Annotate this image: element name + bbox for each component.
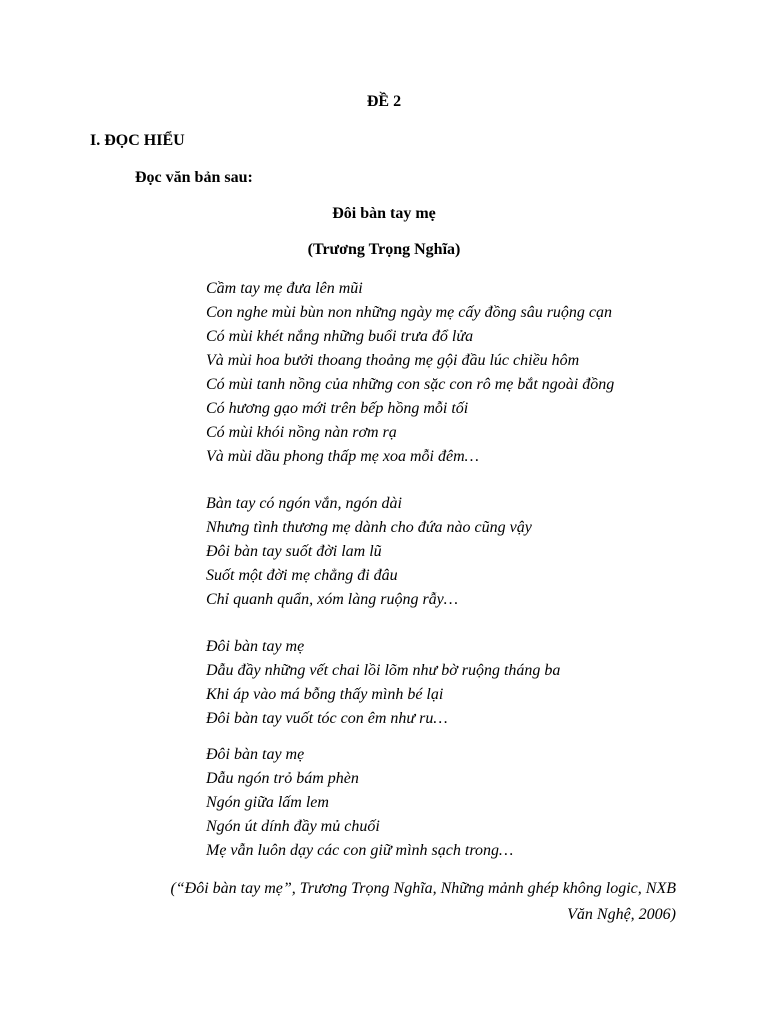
poem-line: Đôi bàn tay vuốt tóc con êm như ru… xyxy=(206,710,448,727)
reading-instruction: Đọc văn bản sau: xyxy=(135,169,253,186)
citation-line: Văn Nghệ, 2006) xyxy=(567,906,676,923)
poem-line: Và mùi hoa bưởi thoang thoảng mẹ gội đầu lúc chiều hôm xyxy=(206,352,580,369)
poem-stanza-4 xyxy=(206,743,513,863)
poem-line: Mẹ vẫn luôn dạy các con giữ mình sạch trong… xyxy=(206,842,514,859)
poem-line: Dẫu ngón trỏ bám phèn xyxy=(206,770,359,787)
section-heading: I. ĐỌC HIỂU xyxy=(90,132,185,149)
poem-line: Có mùi tanh nồng của những con sặc con rô mẹ bắt ngoài đồng xyxy=(206,376,615,393)
citation-line: (“Đôi bàn tay mẹ”, Trương Trọng Nghĩa, Những mảnh ghép không logic, NXB xyxy=(170,880,676,897)
exam-title: ĐỀ 2 xyxy=(366,93,402,110)
poem-line: Đôi bàn tay suốt đời lam lũ xyxy=(206,543,382,560)
poem-line: Đôi bàn tay mẹ xyxy=(206,746,305,763)
poem-line: Ngón giữa lấm lem xyxy=(206,794,329,811)
poem-line: Dẫu đầy những vết chai lồi lõm như bờ ruộng tháng ba xyxy=(206,662,561,679)
poem-stanza-1 xyxy=(206,277,614,469)
poem-line: Con nghe mùi bùn non những ngày mẹ cấy đồng sâu ruộng cạn xyxy=(206,304,613,321)
poem-author: (Trương Trọng Nghĩa) xyxy=(307,241,461,258)
poem-line: Khi áp vào má bỗng thấy mình bé lại xyxy=(206,686,444,703)
poem-line: Đôi bàn tay mẹ xyxy=(206,638,305,655)
poem-line: Chỉ quanh quẩn, xóm làng ruộng rẫy… xyxy=(206,591,458,608)
poem-line: Cầm tay mẹ đưa lên mũi xyxy=(206,280,363,297)
poem-line: Nhưng tình thương mẹ dành cho đứa nào cũng vậy xyxy=(206,519,532,536)
poem-line: Có mùi khói nồng nàn rơm rạ xyxy=(206,424,397,441)
poem-title: Đôi bàn tay mẹ xyxy=(332,205,436,222)
source-citation xyxy=(100,876,676,928)
poem-line: Có mùi khét nắng những buổi trưa đổ lửa xyxy=(206,328,474,345)
poem-line: Ngón út dính đầy mủ chuối xyxy=(206,818,380,835)
poem-line: Suốt một đời mẹ chẳng đi đâu xyxy=(206,567,398,584)
poem-stanza-3 xyxy=(206,635,560,731)
poem-line: Và mùi dầu phong thấp mẹ xoa mỗi đêm… xyxy=(206,448,479,465)
poem-line: Có hương gạo mới trên bếp hồng mỗi tối xyxy=(206,400,469,417)
poem-line: Bàn tay có ngón vắn, ngón dài xyxy=(206,495,402,512)
poem-stanza-2 xyxy=(206,492,532,612)
